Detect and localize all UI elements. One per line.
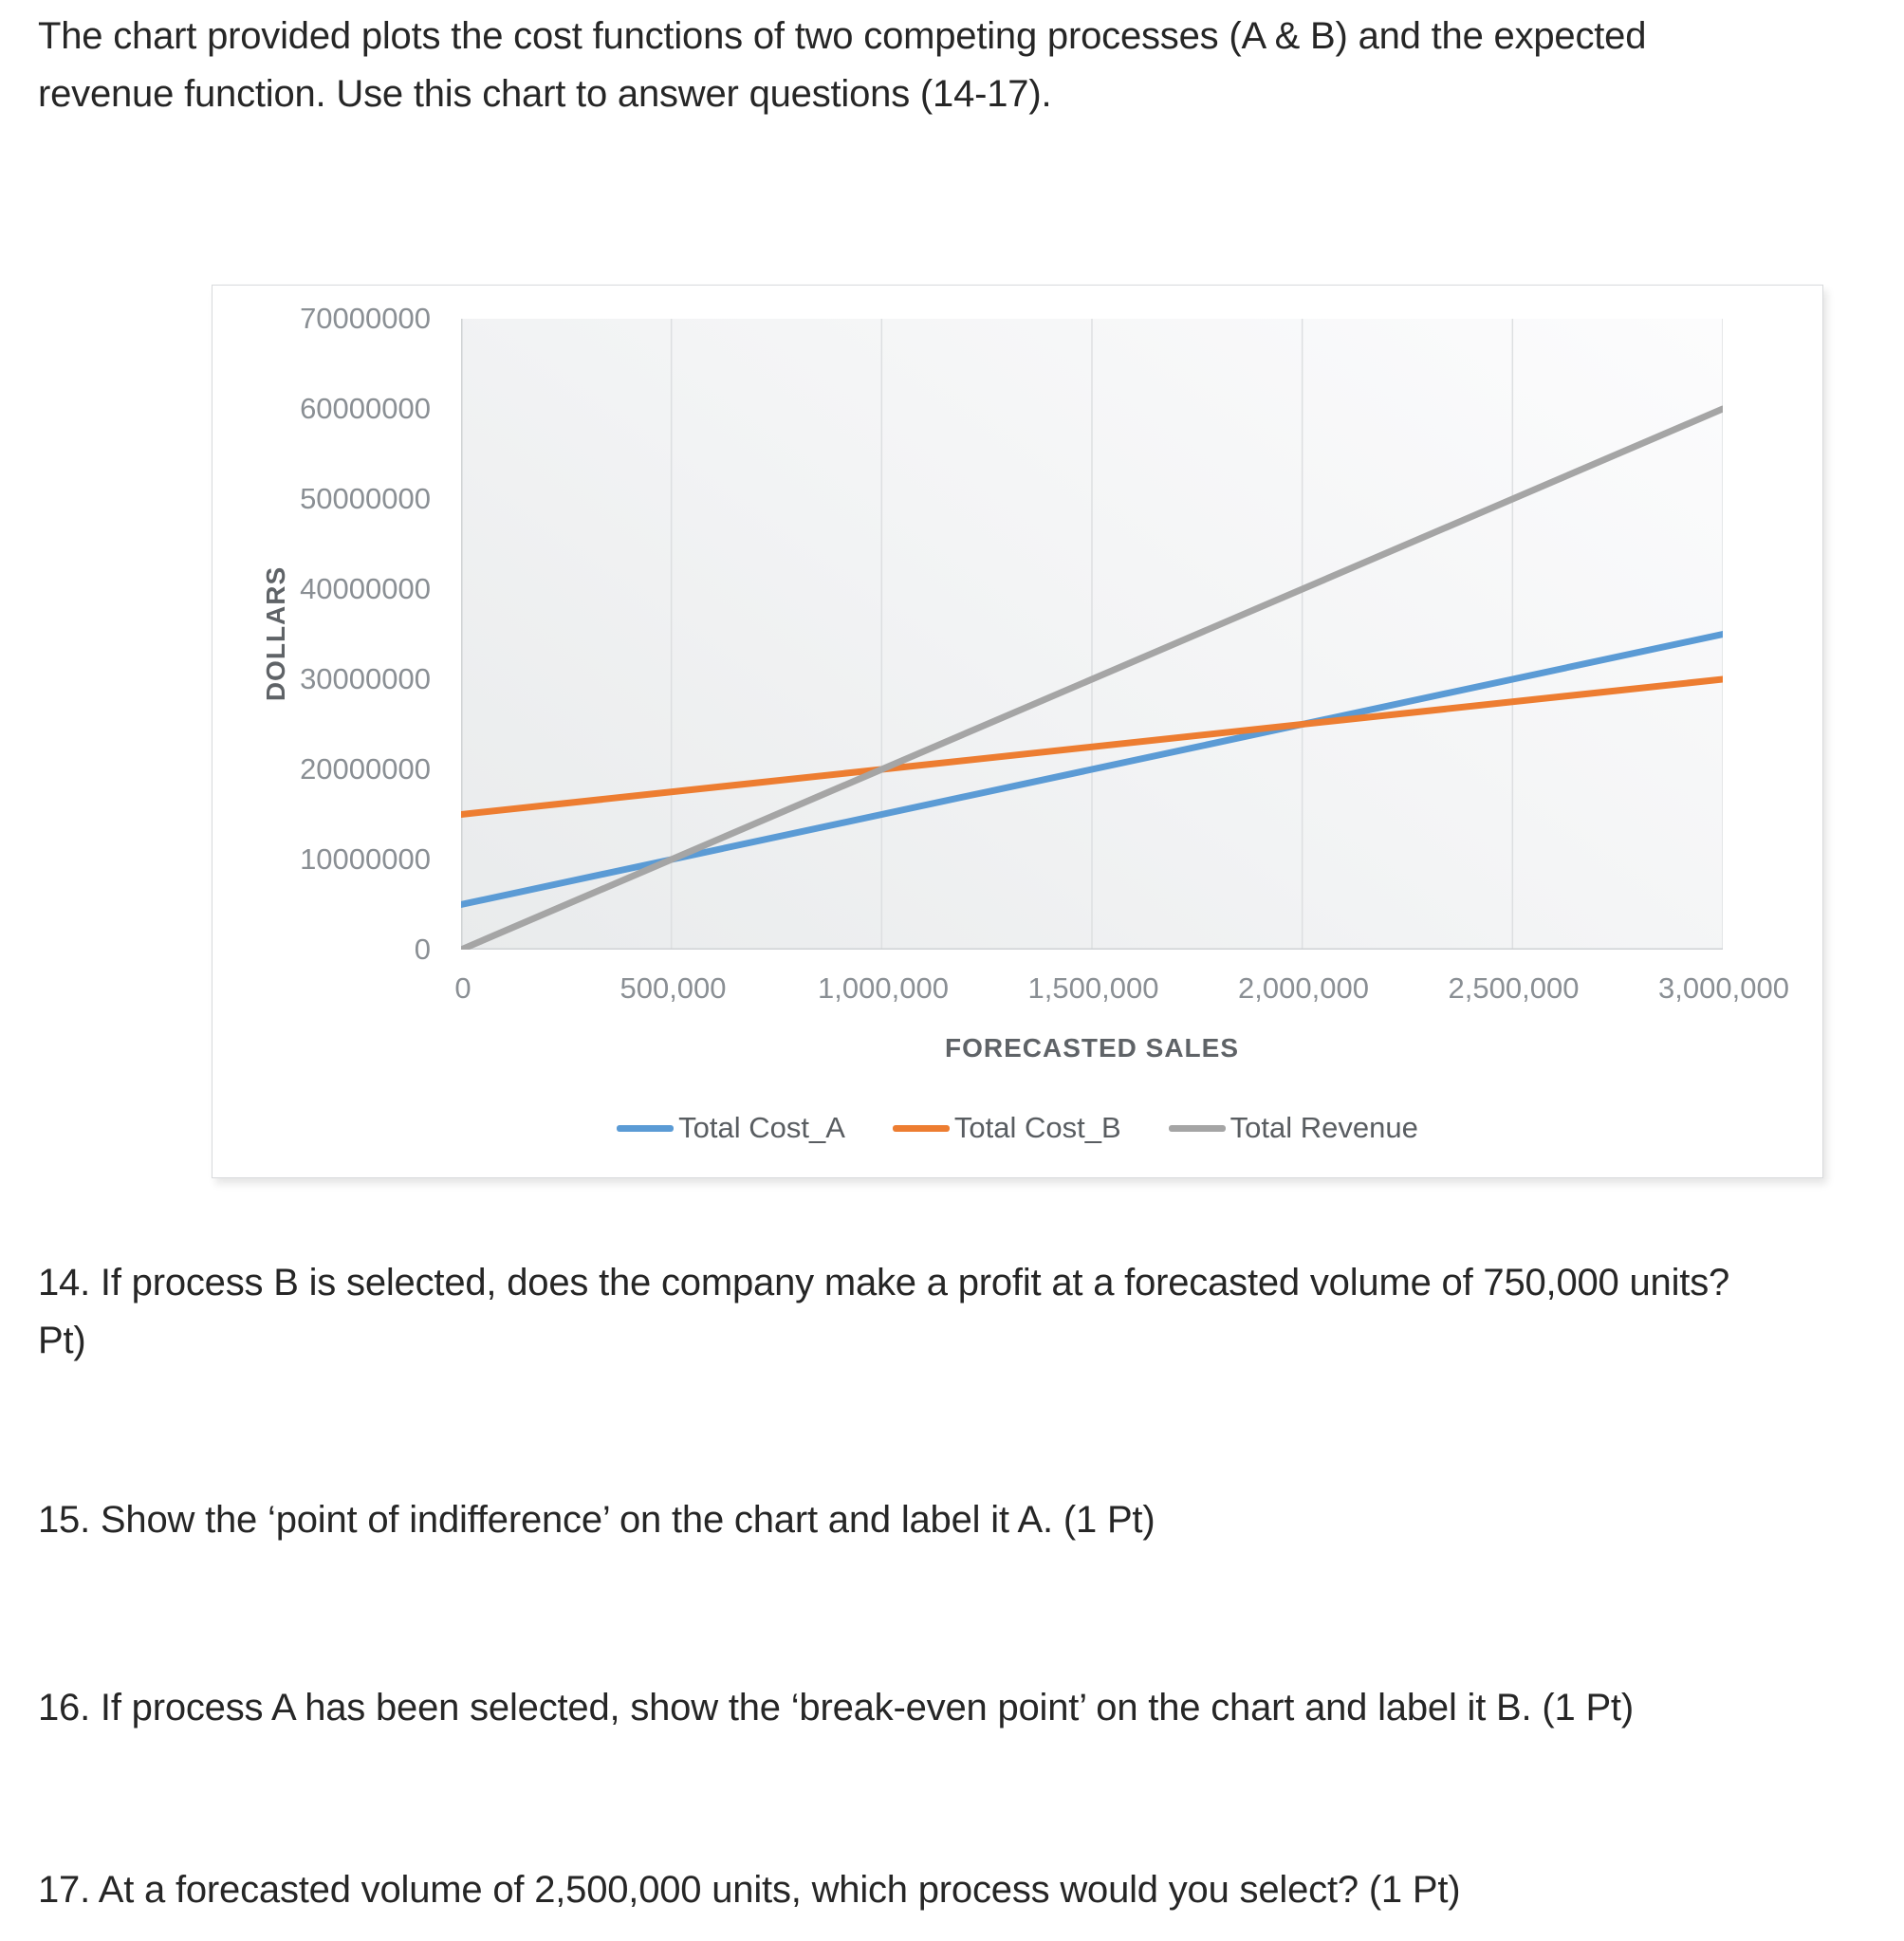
legend-label: Total Cost_A <box>678 1111 845 1144</box>
x-tick-label: 3,000,000 <box>1658 971 1789 1005</box>
y-tick-label: 60000000 <box>300 392 431 425</box>
intro-line-2: revenue function. Use this chart to answer questions (14-17). <box>38 73 1052 115</box>
intro-text <box>38 8 1646 123</box>
y-tick-label: 40000000 <box>300 572 431 605</box>
question-15: 15. Show the ‘point of indifference’ on the chart and label it A. (1 Pt) <box>38 1499 1155 1541</box>
y-tick-label: 50000000 <box>300 482 431 515</box>
legend-item-total-cost-a <box>617 1111 845 1145</box>
y-tick-label: 0 <box>414 933 431 966</box>
y-tick-label: 20000000 <box>300 752 431 786</box>
intro-line-1: The chart provided plots the cost functions of two competing processes (A & B) and the expected <box>38 15 1647 57</box>
legend-item-total-cost-b <box>893 1111 1121 1145</box>
legend-label: Total Revenue <box>1229 1111 1418 1144</box>
x-tick-label: 1,000,000 <box>818 971 949 1005</box>
question-17: 17. At a forecasted volume of 2,500,000 units, which process would you select? (1 Pt) <box>38 1869 1461 1911</box>
legend-line-swatch <box>1169 1125 1226 1132</box>
legend-item-total-revenue <box>1169 1111 1418 1145</box>
y-tick-label: 30000000 <box>300 662 431 695</box>
chart-card <box>212 285 1823 1178</box>
y-tick-label: 70000000 <box>300 302 431 335</box>
y-tick-label: 10000000 <box>300 842 431 876</box>
x-tick-label: 500,000 <box>619 971 727 1005</box>
question-14-line-1: 14. If process B is selected, does the company make a profit at a forecasted volume of 750,000 units? <box>38 1262 1730 1303</box>
x-axis-title: FORECASTED SALES <box>944 1033 1240 1063</box>
x-tick-label: 0 <box>454 971 471 1005</box>
x-tick-label: 2,000,000 <box>1238 971 1369 1005</box>
question-14-line-2: Pt) <box>38 1320 86 1361</box>
chart-legend <box>213 1109 1822 1147</box>
x-tick-label: 2,500,000 <box>1448 971 1580 1005</box>
question-14 <box>38 1254 1729 1370</box>
question-16: 16. If process A has been selected, show the ‘break-even point’ on the chart and label it B. (1 Pt) <box>38 1687 1634 1728</box>
y-axis-title: DOLLARS <box>261 565 290 702</box>
legend-line-swatch <box>893 1125 950 1132</box>
legend-label: Total Cost_B <box>953 1111 1121 1144</box>
x-tick-label: 1,500,000 <box>1027 971 1159 1005</box>
legend-line-swatch <box>617 1125 674 1132</box>
